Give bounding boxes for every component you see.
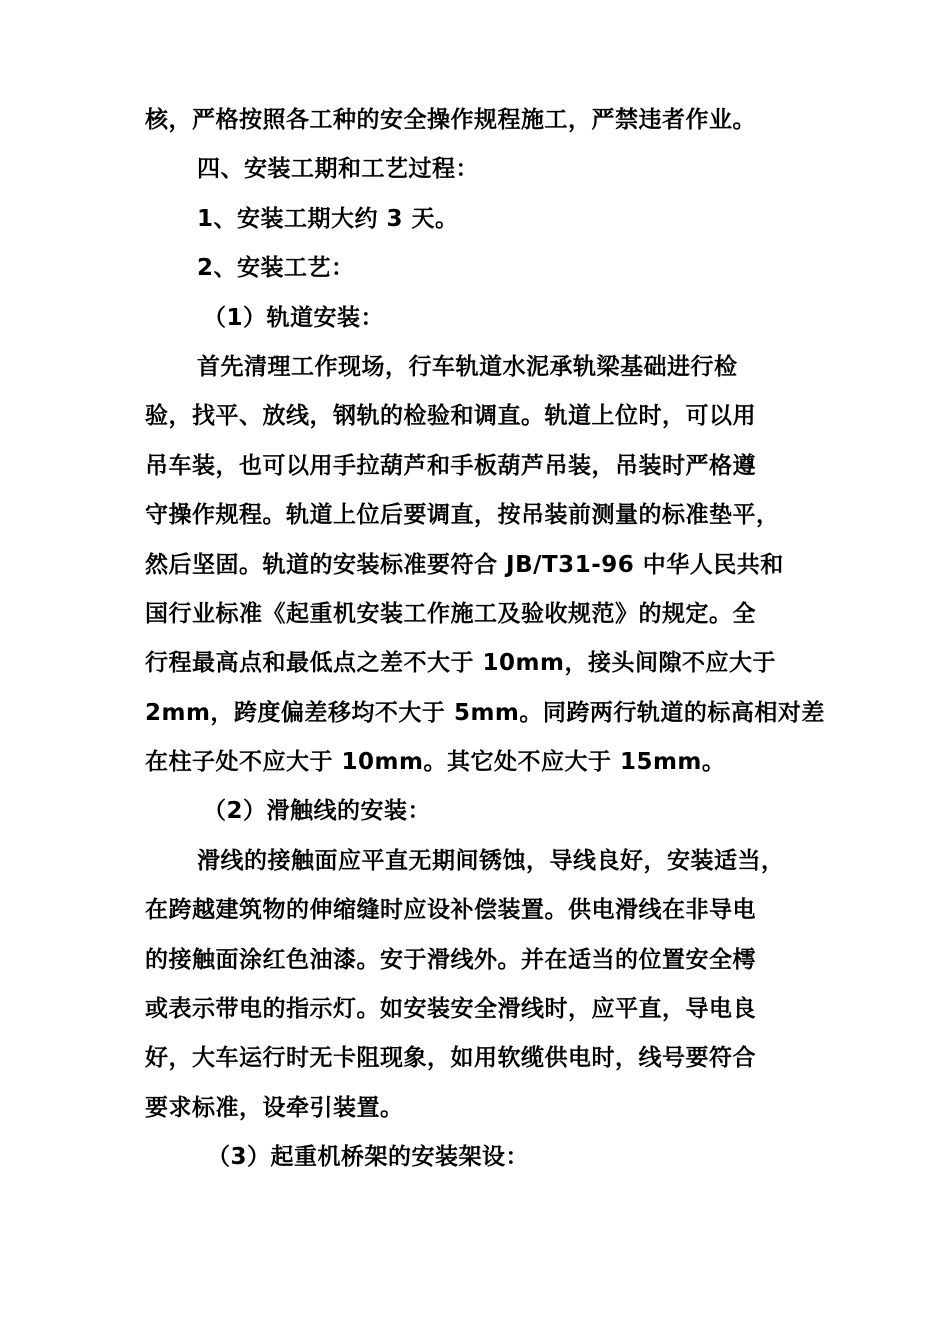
subsection-heading: （1）轨道安装： bbox=[203, 304, 385, 331]
body-text-line: 滑线的接触面应平直无期间锈蚀，导线良好，安装适当， bbox=[197, 847, 785, 874]
body-text-line: 2mm，跨度偏差移均不大于 5mm。同跨两行轨道的标高相对差 bbox=[145, 699, 825, 726]
body-text-line: 在柱子处不应大于 10mm。其它处不应大于 15mm。 bbox=[145, 749, 726, 776]
body-text-line: 要求标准，设牵引装置。 bbox=[145, 1094, 404, 1121]
subsection-heading: （2）滑触线的安装： bbox=[203, 798, 432, 825]
body-text-line: 的接触面涂红色油漆。安于滑线外。并在适当的位置安全樗 bbox=[145, 946, 756, 973]
body-text-line: 吊车装，也可以用手拉葫芦和手板葫芦吊装，吊装时严格遵 bbox=[145, 452, 756, 479]
body-text-line: 行程最高点和最低点之差不大于 10mm，接头间隙不应大于 bbox=[145, 650, 776, 677]
list-item: 2、安装工艺： bbox=[197, 255, 355, 282]
body-text-line: 国行业标准《起重机安装工作施工及验收规范》的规定。全 bbox=[145, 600, 756, 627]
body-text-line: 然后坚固。轨道的安装标准要符合 JB/T31-96 中华人民共和 bbox=[145, 551, 784, 578]
subsection-heading: （3）起重机桥架的安装架设： bbox=[207, 1144, 530, 1171]
body-text-line: 好，大车运行时无卡阻现象，如用软缆供电时，线号要符合 bbox=[145, 1045, 756, 1072]
body-text-line: 或表示带电的指示灯。如安装安全滑线时，应平直，导电良 bbox=[145, 996, 756, 1023]
body-text-line: 在跨越建筑物的伸缩缝时应设补偿装置。供电滑线在非导电 bbox=[145, 897, 756, 924]
body-text-line: 验，找平、放线，钢轨的检验和调直。轨道上位时，可以用 bbox=[145, 403, 756, 430]
body-text-line: 首先清理工作现场，行车轨道水泥承轨梁基础进行检 bbox=[197, 353, 738, 380]
body-text-line: 守操作规程。轨道上位后要调直，按吊装前测量的标准垫平， bbox=[145, 502, 780, 529]
section-heading: 四、安装工期和工艺过程： bbox=[197, 156, 479, 183]
body-text-line: 核，严格按照各工种的安全操作规程施工，严禁违者作业。 bbox=[145, 107, 756, 133]
document-body bbox=[145, 96, 825, 1183]
list-item: 1、安装工期大约 3 天。 bbox=[197, 205, 459, 232]
